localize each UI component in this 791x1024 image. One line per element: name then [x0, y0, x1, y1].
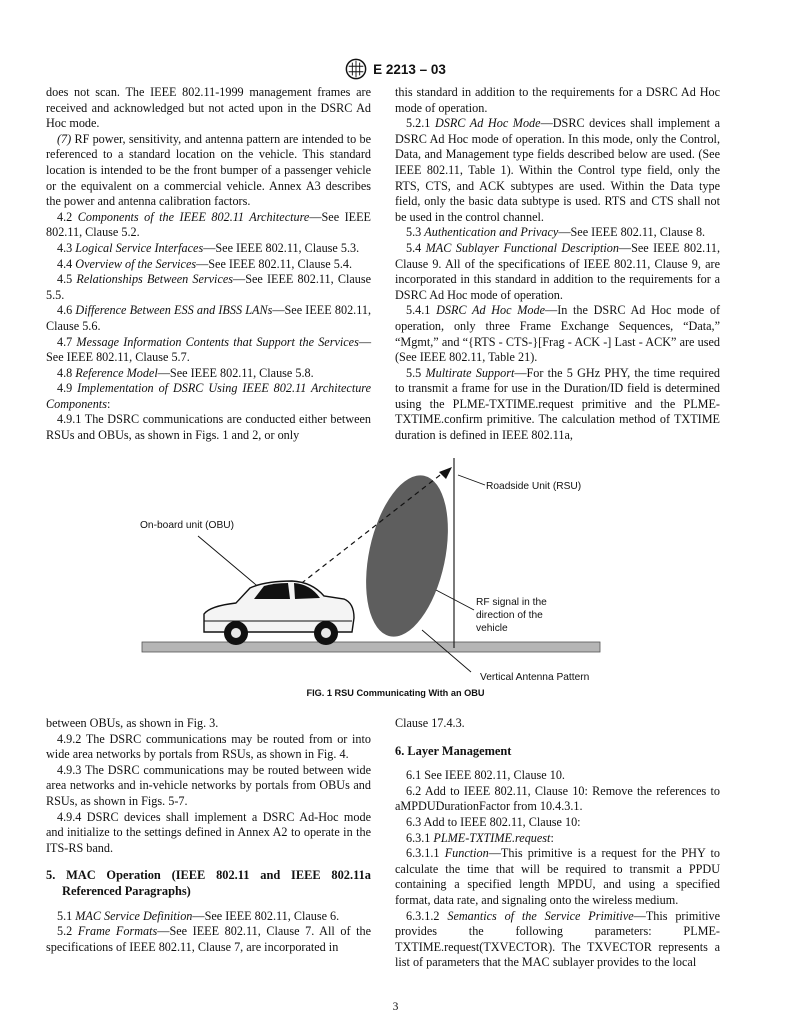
paragraph: 6.2 Add to IEEE 802.11, Clause 10: Remove the references to aMPDUDurationFactor from 10.4.3.1. — [395, 783, 721, 814]
label-vertical-antenna-pattern: Vertical Antenna Pattern — [480, 672, 590, 683]
paragraph: 4.9.3 The DSRC communications may be routed between wide area networks and in-vehicle networks by portals from OBUs and RSUs, as shown in Figs. 5-7. — [46, 762, 371, 808]
paragraph: 6.3 Add to IEEE 802.11, Clause 10: — [406, 814, 581, 829]
paragraph: 5.2.1 DSRC Ad Hoc Mode—DSRC devices shall implement a DSRC Ad Hoc mode of operation. In this mode, only the Control, Data, and Management type fields described below are used. (See IEEE 802.11, Table 1). Within the Control type field, only the RTS, CTS, and ACK subtypes are used. Within the Data type field, only the basic data subtype is used. RTS and CTS shall not be used in the control channel. — [395, 116, 721, 224]
antenna-pattern-lobe — [353, 468, 461, 644]
paragraph: 4.9.2 The DSRC communications may be routed from or into wide area networks by portals from RSUs, as shown in Fig. 4. — [46, 731, 371, 762]
label-rf-line-2: direction of the — [476, 610, 543, 621]
page-number: 3 — [392, 1001, 399, 1013]
label-rsu: Roadside Unit (RSU) — [486, 481, 582, 492]
paragraph: 4.8 Reference Model—See IEEE 802.11, Clause 5.8. — [57, 365, 314, 380]
paragraph: 5.4 MAC Sublayer Functional Description—See IEEE 802.11, Clause 9. All of the specifications of IEEE 802.11, Clause 9, are incorporated in this standard in addition to the requirements for a DSRC Ad Hoc mode of operation. — [395, 240, 721, 302]
paragraph: does not scan. The IEEE 802.11-1999 management frames are received and acknowledged but not acted upon in the DSRC Ad Hoc mode. — [46, 85, 371, 131]
figure-1-diagram — [140, 458, 604, 683]
paragraph: 4.6 Difference Between ESS and IBSS LANs—See IEEE 802.11, Clause 5.6. — [46, 303, 371, 333]
standard-designation: E 2213 – 03 — [373, 61, 446, 77]
right-column-top — [395, 85, 720, 444]
paragraph: (7) RF power, sensitivity, and antenna pattern are intended to be referenced to a standard location on the vehicle. This standard location is intended to be the front bumper of a passenger vehicle or the equivalent on a commercial vehicle. Annex A3 describes the power and antenna calibration factors. — [46, 131, 371, 209]
astm-logo-icon — [345, 58, 367, 80]
paragraph: this standard in addition to the requirements for a DSRC Ad Hoc mode of operation. — [395, 85, 720, 115]
label-obu: On-board unit (OBU) — [140, 520, 234, 531]
paragraph: 6.3.1 PLME-TXTIME.request: — [406, 830, 554, 845]
ground-strip — [142, 642, 600, 652]
paragraph: 6.1 See IEEE 802.11, Clause 10. — [406, 768, 565, 783]
paragraph: 5.1 MAC Service Definition—See IEEE 802.11, Clause 6. — [57, 908, 340, 923]
paragraph: 4.4 Overview of the Services—See IEEE 802.11, Clause 5.4. — [57, 256, 353, 271]
paragraph: 4.5 Relationships Between Services—See IEEE 802.11, Clause 5.5. — [46, 272, 371, 302]
left-column-bottom — [46, 716, 371, 955]
label-rf-line-3: vehicle — [476, 623, 508, 634]
paragraph: 4.9 Implementation of DSRC Using IEEE 802.11 Architecture Components: — [46, 381, 371, 411]
right-column-bottom — [395, 716, 720, 971]
paragraph: between OBUs, as shown in Fig. 3. — [46, 716, 219, 730]
paragraph: 5.2 Frame Formats—See IEEE 802.11, Clause 7. All of the specifications of IEEE 802.11, Clause 7, are incorporated in — [46, 924, 371, 954]
paragraph: 5.4.1 DSRC Ad Hoc Mode—In the DSRC Ad Hoc mode of operation, only three Frame Exchange Sequences, “Data,” “Mgmt,” and “{RTS - CTS-}[Frag - ACK -] Last - ACK” are used (See IEEE 802.11, Table 21). — [395, 303, 721, 365]
paragraph: 4.7 Message Information Contents that Support the Services—See IEEE 802.11, Clause 5.7. — [46, 334, 371, 365]
page-header — [0, 58, 791, 85]
rf-leader-line — [436, 590, 474, 610]
paragraph: 5.3 Authentication and Privacy—See IEEE 802.11, Clause 8. — [406, 225, 706, 240]
paragraph: 4.9.4 DSRC devices shall implement a DSRC Ad-Hoc mode and initialize to the settings defined in Annex A2 to operate in the ITS-RS band. — [46, 809, 372, 855]
paragraph: 6.3.1.1 Function—This primitive is a request for the PHY to calculate the time that will be required to transmit a PPDU containing a specified length MPDU, and using a specified format, data rate, and signaling onto the wireless medium. — [395, 846, 720, 907]
car-icon — [204, 581, 354, 645]
arrowhead-icon — [439, 467, 452, 479]
paragraph: 5.5 Multirate Support—For the 5 GHz PHY, the time required to transmit a frame for use in the Duration/ID field is determined using the PLME-TXTIME.request primitive and the PLME-TXTIME.confirm primitive. The calculation method of TXTIME duration is defined in IEEE 802.11a, — [395, 365, 721, 443]
figure-caption: FIG. 1 RSU Communicating With an OBU — [306, 688, 485, 698]
paragraph: 4.9.1 The DSRC communications are conducted either between RSUs and OBUs, as shown in Figs. 1 and 2, or only — [46, 412, 372, 443]
left-column-top — [46, 85, 371, 444]
paragraph: 4.3 Logical Service Interfaces—See IEEE 802.11, Clause 5.3. — [57, 240, 360, 255]
label-rf-line-1: RF signal in the — [476, 597, 547, 608]
paragraph: 4.2 Components of the IEEE 802.11 Architecture—See IEEE 802.11, Clause 5.2. — [46, 209, 371, 240]
paragraph: Clause 17.4.3. — [395, 716, 465, 730]
paragraph: 6.3.1.2 Semantics of the Service Primitive—This primitive provides the following parameters: PLME-TXTIME.request(TXVECTOR). The TXVECTOR represents a list of parameters that the MAC sublayer provides to the local — [395, 908, 720, 970]
section-heading-5: 5. MAC Operation (IEEE 802.11 and IEEE 802.11a Referenced Paragraphs) — [46, 868, 371, 898]
section-heading-6: 6. Layer Management — [395, 743, 512, 758]
rsu-leader-line — [458, 475, 485, 485]
